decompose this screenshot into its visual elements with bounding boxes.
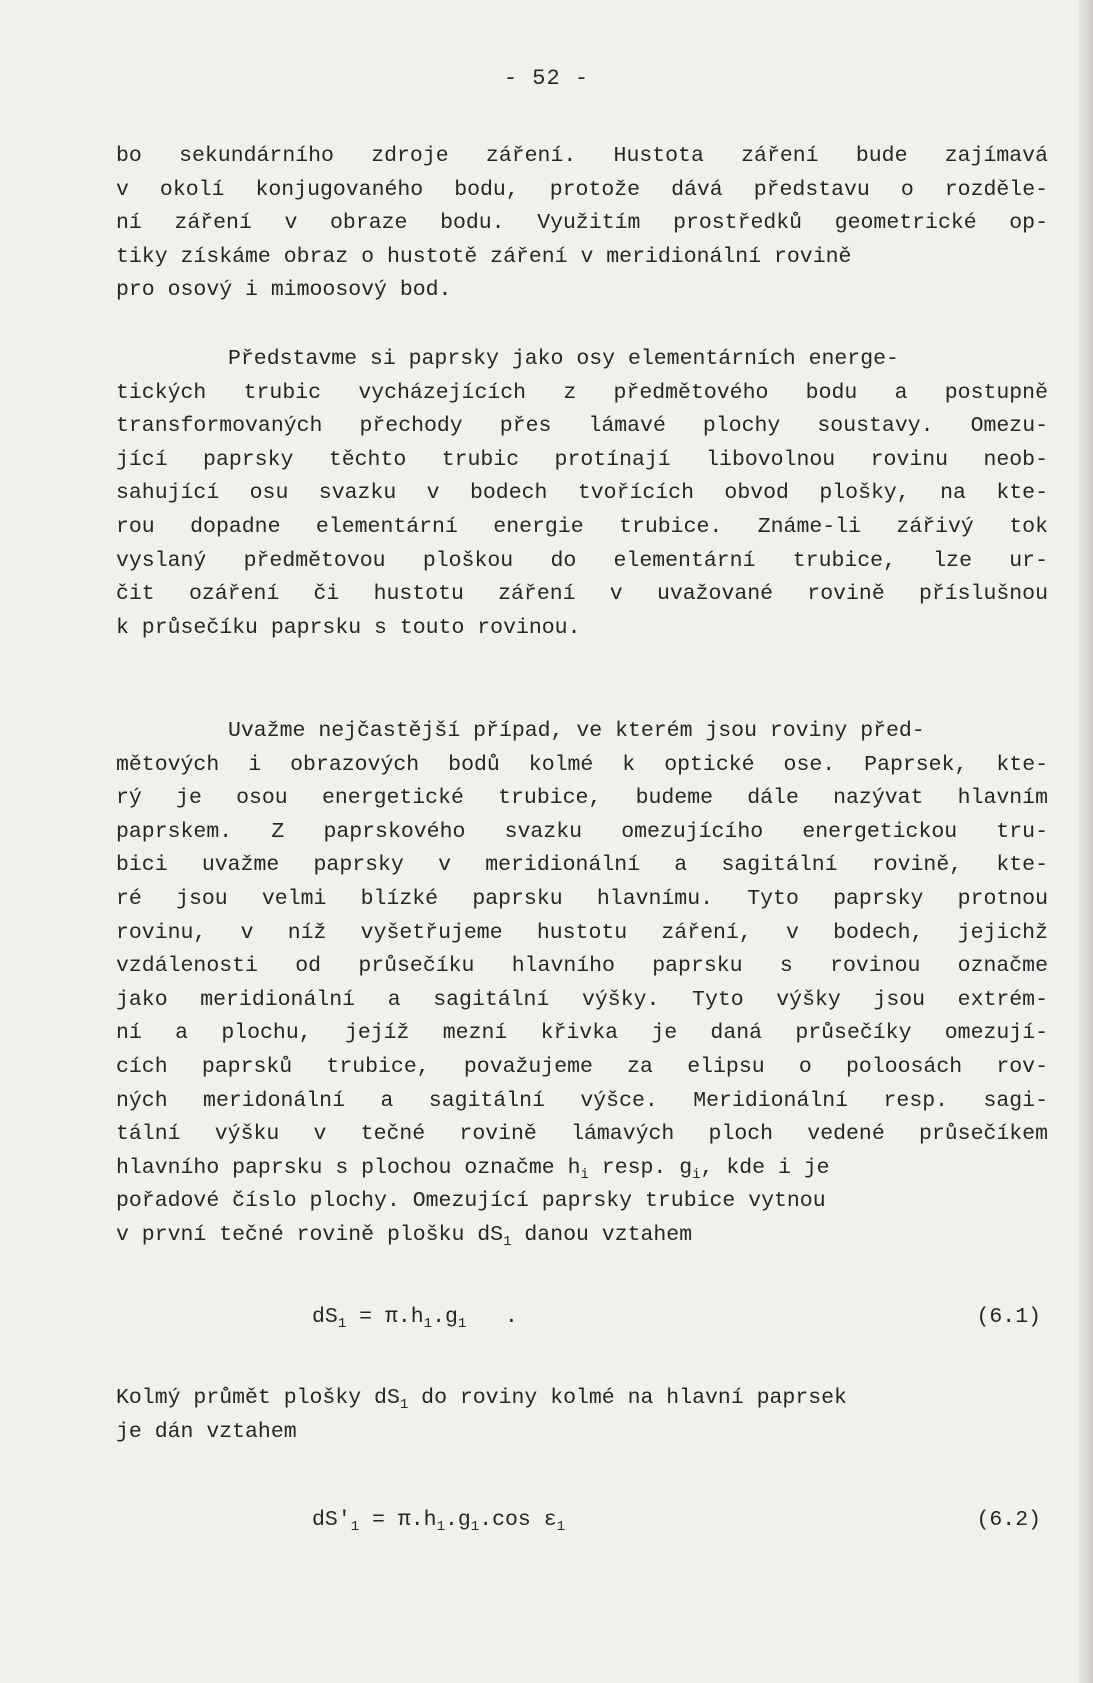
text-line: pořadové číslo plochy. Omezující paprsky trubice vytnou [116, 1189, 826, 1214]
text-line: ré jsou velmi blízké paprsku hlavnímu. Tyto paprsky protnou [116, 886, 1048, 911]
eq-g-index: 1 [457, 1316, 467, 1332]
text-line: Představme si paprsky jako osy elementárních energe- [228, 347, 899, 371]
eq-lhs-index: 1 [350, 1519, 360, 1535]
symbol-ds: dS [374, 1386, 400, 1410]
page-edge-shadow [1079, 0, 1093, 1683]
text-line: cích paprsků trubice, považujeme za elipsu o poloosách rov- [116, 1054, 1048, 1079]
eq-dot: . [432, 1305, 445, 1329]
text-line: rovinu, v níž vyšetřujeme hustotu záření, v bodech, jejichž [116, 920, 1048, 945]
paragraph-3 [116, 715, 1048, 1253]
text-fragment: danou vztahem [511, 1222, 693, 1247]
eq-cos: cos [492, 1508, 544, 1532]
eq-lhs-index: 1 [337, 1316, 347, 1332]
text-line: bo sekundárního zdroje záření. Hustota záření bude zajímavá [116, 144, 1048, 168]
paragraph-1 [116, 140, 1048, 308]
text-line-ds-projection [116, 1382, 1048, 1416]
text-line: bici uvažme paprsky v meridionální a sagitální rovině, kte- [116, 853, 1048, 878]
paragraph-2 [116, 343, 1048, 645]
equation-number: (6.2) [976, 1508, 1041, 1532]
text-line-ds [116, 1219, 1048, 1253]
symbol-h-index: i [580, 1166, 589, 1183]
eq-epsilon: ε [543, 1508, 557, 1532]
text-fragment: do roviny kolmé na hlavní paprsek [408, 1386, 847, 1410]
equation-6-2 [0, 1508, 1093, 1544]
eq-g: g [444, 1305, 458, 1329]
eq-lhs: dS [312, 1508, 338, 1532]
eq-equals: = [346, 1305, 385, 1329]
equation-expression [312, 1305, 518, 1332]
text-line: tální výšku v tečné rovině lámavých ploch vedené průsečíkem [116, 1122, 1048, 1147]
equation-6-1 [0, 1305, 1093, 1341]
text-line: jící paprsky těchto trubic protínají libovolnou rovinu neob- [116, 447, 1048, 472]
text-line: ní a plochu, jejíž mezní křivka je daná průsečíky omezují- [116, 1021, 1048, 1046]
text-line: rou dopadne elementární energie trubice. Známe-li zářivý tok [116, 514, 1048, 539]
text-line: sahující osu svazku v bodech tvořících obvod plošky, na kte- [116, 481, 1048, 506]
text-line: tiky získáme obraz o hustotě záření v meridionální rovině [116, 244, 852, 269]
text-line: ných meridonální a sagitální výšce. Meridionální resp. sagi- [116, 1088, 1048, 1113]
text-line: ní záření v obraze bodu. Využitím prostředků geometrické op- [116, 211, 1048, 236]
text-line: mětových i obrazových bodů kolmé k optické ose. Paprsek, kte- [116, 752, 1048, 777]
eq-lhs-prime: ′ [337, 1508, 351, 1532]
text-line: rý je osou energetické trubice, budeme dále nazývat hlavním [116, 786, 1048, 811]
text-line: Uvažme nejčastější případ, ve kterém jsou roviny před- [228, 719, 925, 743]
paragraph-4 [116, 1382, 1048, 1449]
symbol-g-index: i [692, 1166, 701, 1183]
eq-dot: . [397, 1305, 411, 1329]
text-line: v okolí konjugovaného bodu, protože dává představu o rozděle- [116, 177, 1048, 202]
text-fragment: , kde i je [700, 1155, 830, 1180]
eq-equals: = [359, 1508, 398, 1532]
text-line: tických trubic vycházejících z předmětového bodu a postupně [116, 380, 1048, 405]
text-line: čit ozáření či hustotu záření v uvažované rovině příslušnou [116, 582, 1048, 607]
text-line: paprskem. Z paprskového svazku omezujícího energetickou tru- [116, 819, 1048, 844]
symbol-ds-index: 1 [503, 1233, 512, 1250]
eq-lhs: dS [312, 1305, 338, 1329]
text-fragment: resp. [588, 1155, 680, 1180]
equation-expression [312, 1508, 565, 1535]
eq-dot: . [444, 1508, 458, 1532]
text-line: jako meridionální a sagitální výšky. Tyto výšky jsou extrém- [116, 987, 1048, 1012]
page-number: - 52 - [503, 66, 590, 91]
symbol-g: g [679, 1155, 693, 1180]
symbol-ds-index: 1 [399, 1397, 409, 1413]
eq-g-index: 1 [470, 1519, 480, 1535]
eq-h: h [423, 1508, 437, 1532]
eq-dot: . [479, 1508, 493, 1532]
text-line: transformovaných přechody přes lámavé plochy soustavy. Omezu- [116, 414, 1048, 439]
eq-g: g [457, 1508, 471, 1532]
text-line: vyslaný předmětovou ploškou do elementární trubice, lze ur- [116, 548, 1048, 573]
eq-h-index: 1 [436, 1519, 445, 1535]
text-line: k průsečíku paprsku s touto rovinou. [116, 615, 581, 640]
text-fragment: hlavního paprsku s plochou označme [116, 1155, 568, 1180]
eq-h-index: 1 [423, 1316, 433, 1332]
eq-h: h [410, 1305, 424, 1329]
eq-epsilon-index: 1 [556, 1519, 566, 1535]
text-fragment: v první tečné rovině plošku [116, 1222, 478, 1247]
text-line-hg [116, 1152, 1048, 1186]
eq-pi: π [384, 1305, 398, 1329]
eq-tail: . [466, 1305, 518, 1329]
symbol-h: h [567, 1155, 581, 1180]
eq-dot: . [410, 1508, 424, 1532]
text-line: je dán vztahem [116, 1419, 297, 1444]
equation-number: (6.1) [976, 1305, 1041, 1329]
text-fragment: Kolmý průmět plošky [116, 1386, 375, 1410]
text-line: vzdálenosti od průsečíku hlavního paprsku s rovinou označme [116, 954, 1048, 979]
symbol-ds: dS [477, 1222, 504, 1247]
eq-pi: π [397, 1508, 411, 1532]
text-line: pro osový i mimoosový bod. [116, 278, 452, 303]
